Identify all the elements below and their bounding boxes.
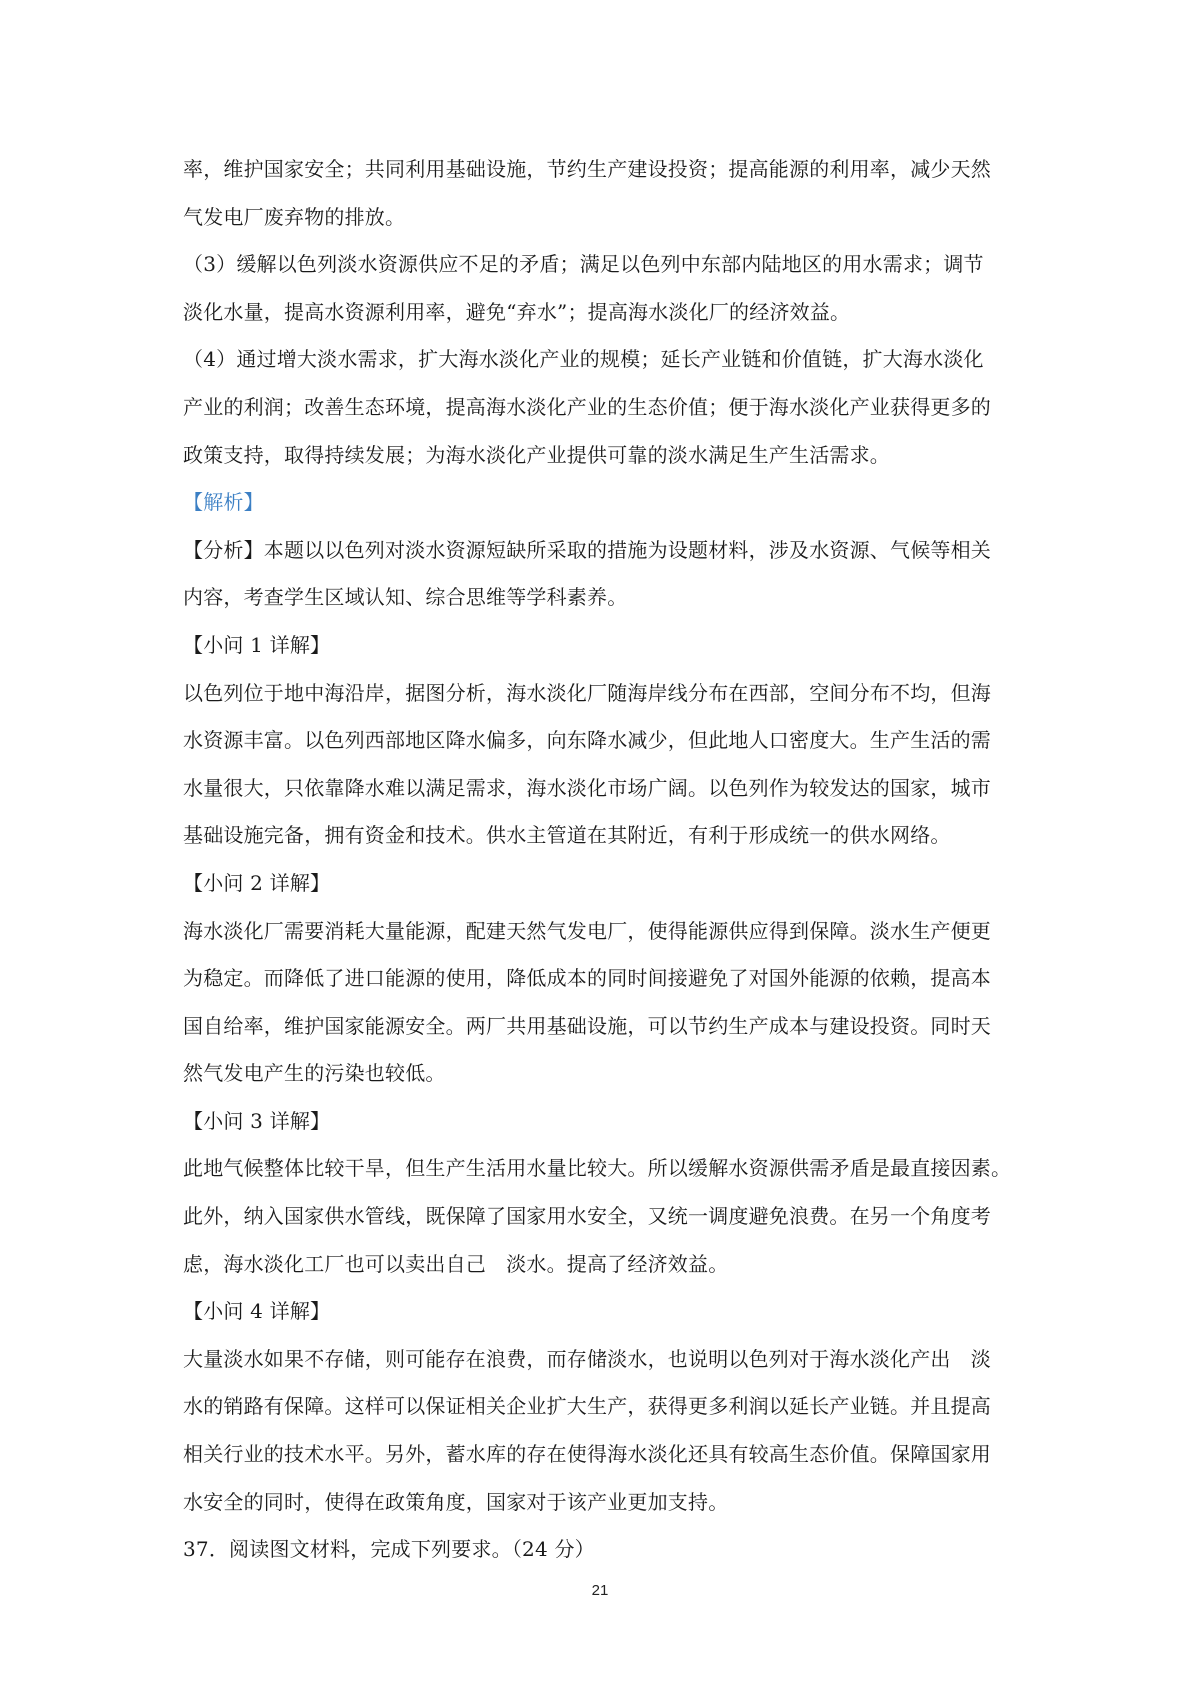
text-line: 国自给率，维护国家能源安全。两厂共用基础设施，可以节约生产成本与建设投资。同时天 [183,1013,991,1038]
text-line: 此地气候整体比较干旱，但生产生活用水量比较大。所以缓解水资源供需矛盾是最直接因素。 [183,1156,1012,1181]
text-line: 政策支持，取得持续发展；为海水淡化产业提供可靠的淡水满足生产生活需求。 [183,442,890,467]
analysis-heading: 【解析】 [183,490,264,515]
text-line: 此外，纳入国家供水管线，既保障了国家用水安全，又统一调度避免浪费。在另一个角度考 [183,1204,991,1229]
text-line: 水量很大，只依靠降水难以满足需求，海水淡化市场广阔。以色列作为较发达的国家，城市 [183,775,991,800]
text-line: 大量淡水如果不存储，则可能存在浪费，而存储淡水，也说明以色列对于海水淡化产出 淡 [183,1346,991,1371]
analysis-line: 【分析】本题以以色列对淡水资源短缺所采取的措施为设题材料，涉及水资源、气候等相关 [183,537,991,562]
question-37-heading: 37．阅读图文材料，完成下列要求。（24 分） [183,1537,595,1562]
text-line: 相关行业的技术水平。另外，蓄水库的存在使得海水淡化还具有较高生态价值。保障国家用 [183,1442,991,1467]
text-line: 内容，考查学生区域认知、综合思维等学科素养。 [183,585,628,610]
text-line: 海水淡化厂需要消耗大量能源，配建天然气发电厂，使得能源供应得到保障。淡水生产便更 [183,918,991,943]
text-line: 率，维护国家安全；共同利用基础设施，节约生产建设投资；提高能源的利用率，减少天然 [183,157,991,181]
text-line: 基础设施完备，拥有资金和技术。供水主管道在其附近，有利于形成统一的供水网络。 [183,823,951,848]
sub-question-2-heading: 【小问 2 详解】 [183,870,331,895]
text-line: 水的销路有保障。这样可以保证相关企业扩大生产，获得更多利润以延长产业链。并且提高 [183,1394,991,1419]
text-line: 以色列位于地中海沿岸，据图分析，海水淡化厂随海岸线分布在西部，空间分布不均，但海 [183,680,991,705]
text-line: 然气发电产生的污染也较低。 [183,1061,446,1086]
text-line: 水安全的同时，使得在政策角度，国家对于该产业更加支持。 [183,1489,729,1514]
page-body [183,146,1028,1574]
text-line: 为稳定。而降低了进口能源的使用，降低成本的同时间接避免了对国外能源的依赖，提高本 [183,966,991,991]
text-line: 产业的利润；改善生态环境，提高海水淡化产业的生态价值；便于海水淡化产业获得更多的 [183,394,991,419]
text-line: 气发电厂废弃物的排放。 [183,204,406,229]
text-line: 水资源丰富。以色列西部地区降水偏多，向东降水减少，但此地人口密度大。生产生活的需 [183,728,991,753]
answer-4-line: （4）通过增大淡水需求，扩大海水淡化产业的规模；延长产业链和价值链，扩大海水淡化 [183,347,984,372]
sub-question-1-heading: 【小问 1 详解】 [183,632,331,657]
sub-question-3-heading: 【小问 3 详解】 [183,1108,331,1133]
answer-3-line: （3）缓解以色列淡水资源供应不足的矛盾；满足以色列中东部内陆地区的用水需求；调节 [183,252,984,277]
page-number: 21 [591,1582,609,1599]
text-line: 淡化水量，提高水资源利用率，避免“弃水”；提高海水淡化厂的经济效益。 [183,299,851,324]
text-line: 虑，海水淡化工厂也可以卖出自己 淡水。提高了经济效益。 [183,1251,729,1276]
sub-question-4-heading: 【小问 4 详解】 [183,1299,331,1324]
